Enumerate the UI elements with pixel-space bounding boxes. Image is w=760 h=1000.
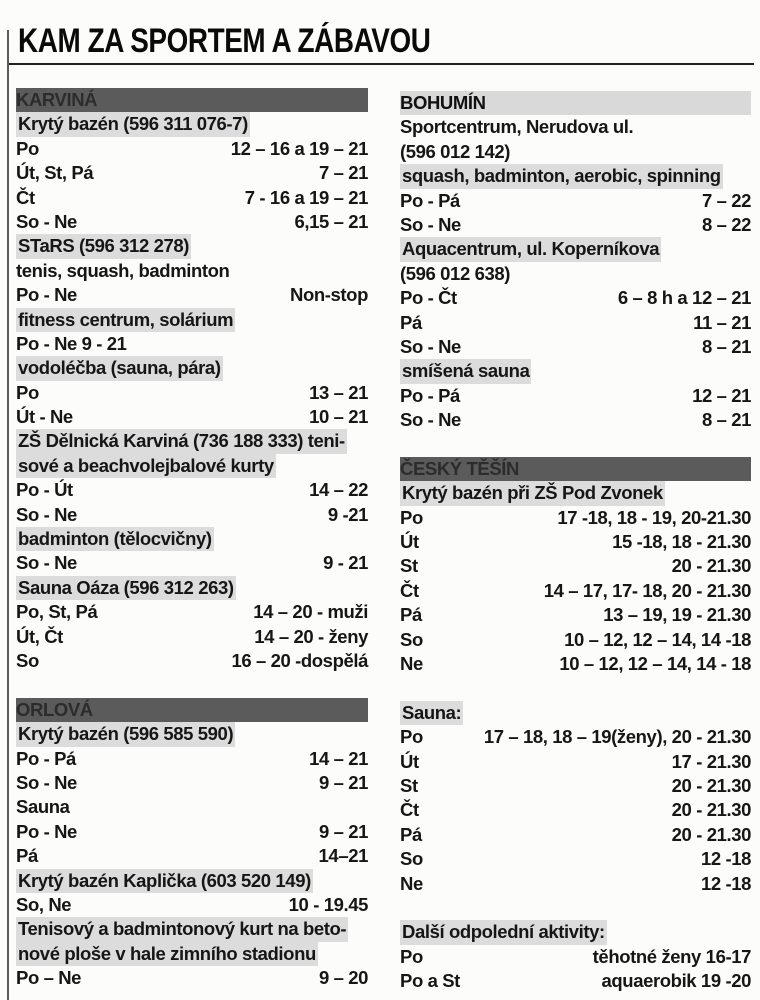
section-gap — [400, 896, 751, 920]
schedule-hours: 13 – 19, 19 - 21.30 — [603, 604, 751, 626]
schedule-day: Ne — [400, 872, 423, 894]
schedule-day: (596 012 142) — [400, 140, 511, 162]
schedule-row — [400, 408, 751, 432]
schedule-hours: 20 - 21.30 — [671, 799, 751, 821]
schedule-day: Po — [400, 506, 423, 528]
schedule-hours: 6,15 – 21 — [294, 210, 368, 232]
venue-heading — [400, 359, 751, 383]
schedule-row — [16, 649, 368, 673]
venue-heading-label: ZŠ Dělnická Karviná (736 188 333) teni- — [16, 429, 347, 453]
schedule-hours: 10 – 21 — [309, 406, 368, 428]
schedule-day: Po — [400, 945, 423, 967]
schedule-row — [400, 262, 751, 286]
schedule-day: Sportcentrum, Nerudova ul. — [400, 116, 634, 138]
schedule-row — [16, 186, 368, 210]
section-header-label: BOHUMÍN — [400, 92, 486, 113]
schedule-row — [16, 381, 368, 405]
section-gap — [400, 676, 751, 700]
schedule-row — [16, 405, 368, 429]
schedule-hours: 20 - 21.30 — [671, 823, 751, 845]
schedule-day: Ne — [400, 652, 423, 674]
venue-heading-label: Sauna Oáza (596 312 263) — [16, 576, 236, 600]
schedule-day: Po — [16, 381, 39, 403]
schedule-day: Út — [400, 531, 419, 553]
right-column — [400, 91, 751, 993]
venue-heading-label: STaRS (596 312 278) — [16, 234, 191, 258]
schedule-day: Po a St — [400, 970, 460, 992]
venue-heading-label: nové ploše v hale zimního stadionu — [16, 942, 318, 966]
schedule-row — [16, 210, 368, 234]
schedule-day: Po - Pá — [16, 747, 76, 769]
venue-heading — [16, 356, 368, 380]
venue-heading-label: Tenisový a badmintonový kurt na beto- — [16, 917, 348, 941]
schedule-row — [16, 551, 368, 575]
schedule-day: Út - Ne — [16, 406, 73, 428]
schedule-hours: 10 – 12, 12 – 14, 14 - 18 — [559, 652, 751, 674]
schedule-day: Čt — [16, 186, 35, 208]
schedule-row — [400, 774, 751, 798]
section-header-label: KARVINÁ — [16, 89, 98, 110]
schedule-hours: 14 – 22 — [309, 479, 368, 501]
schedule-hours: 12 -18 — [700, 872, 751, 894]
schedule-row — [16, 478, 368, 502]
schedule-day: So - Ne — [16, 552, 77, 574]
schedule-row — [400, 335, 751, 359]
schedule-day: Po - Ne — [16, 820, 77, 842]
venue-heading-label: squash, badminton, aerobic, spinning — [400, 164, 723, 188]
schedule-row — [400, 603, 751, 627]
schedule-row — [16, 600, 368, 624]
left-column — [16, 88, 368, 990]
section-header — [400, 91, 751, 115]
schedule-day: tenis, squash, badminton — [16, 259, 230, 281]
venue-heading-label: fitness centrum, solárium — [16, 308, 235, 332]
venue-heading — [400, 164, 751, 188]
schedule-day: (596 012 638) — [400, 262, 511, 284]
schedule-row — [16, 795, 368, 819]
schedule-row — [16, 966, 368, 990]
schedule-day: Čt — [400, 799, 419, 821]
schedule-day: So - Ne — [16, 503, 77, 525]
schedule-day: So - Ne — [400, 213, 461, 235]
page-title: KAM ZA SPORTEM A ZÁBAVOU — [18, 22, 431, 60]
schedule-hours: 7 – 21 — [318, 162, 368, 184]
schedule-row — [400, 286, 751, 310]
schedule-hours: 9 - 21 — [323, 552, 368, 574]
schedule-hours: 11 – 21 — [693, 311, 751, 333]
venue-heading-label: vodoléčba (sauna, pára) — [16, 356, 223, 380]
venue-heading — [16, 112, 368, 136]
schedule-day: So, Ne — [16, 893, 72, 915]
schedule-day: Po - Čt — [400, 287, 457, 309]
schedule-hours: 7 - 16 a 19 – 21 — [244, 186, 368, 208]
schedule-hours: 12 -18 — [700, 848, 751, 870]
venue-heading-label: badminton (tělocvičny) — [16, 527, 214, 551]
schedule-row — [16, 332, 368, 356]
schedule-day: Po — [400, 726, 423, 748]
schedule-day: Po, St, Pá — [16, 601, 98, 623]
venue-heading — [16, 527, 368, 551]
schedule-hours: 8 – 21 — [701, 335, 751, 357]
venue-heading — [16, 234, 368, 258]
venue-heading-label: Krytý bazén (596 311 076-7) — [16, 112, 250, 136]
schedule-row — [16, 259, 368, 283]
schedule-row — [400, 506, 751, 530]
section-header-label: ORLOVÁ — [16, 698, 93, 720]
schedule-row — [16, 625, 368, 649]
schedule-hours: 9 – 21 — [318, 820, 368, 842]
schedule-day: Sauna — [16, 796, 70, 818]
schedule-row — [16, 283, 368, 307]
schedule-row — [16, 844, 368, 868]
schedule-hours: 14 – 20 - muži — [253, 601, 368, 623]
schedule-hours: 15 -18, 18 - 21.30 — [612, 531, 751, 553]
schedule-hours: aquaerobik 19 -20 — [601, 970, 751, 992]
schedule-day: Út — [400, 750, 419, 772]
venue-heading — [16, 869, 368, 893]
schedule-day: So — [400, 628, 423, 650]
schedule-hours: 9 – 21 — [318, 771, 368, 793]
schedule-row — [400, 750, 751, 774]
schedule-hours: 14 – 21 — [309, 747, 368, 769]
venue-heading-label: Krytý bazén (596 585 590) — [16, 722, 235, 746]
schedule-hours: Non-stop — [290, 284, 368, 306]
venue-heading-label: Krytý bazén při ZŠ Pod Zvonek — [400, 481, 665, 505]
schedule-row — [16, 137, 368, 161]
schedule-hours: 13 – 21 — [309, 381, 368, 403]
schedule-row — [400, 945, 751, 969]
schedule-day: Pá — [16, 845, 38, 867]
schedule-row — [16, 771, 368, 795]
schedule-row — [400, 140, 751, 164]
schedule-row — [400, 652, 751, 676]
venue-heading-label: Krytý bazén Kaplička (603 520 149) — [16, 869, 313, 893]
schedule-day: Po - Ne 9 - 21 — [16, 332, 127, 354]
schedule-day: Po — [16, 137, 39, 159]
venue-heading — [400, 237, 751, 261]
schedule-row — [400, 725, 751, 749]
schedule-day: Pá — [400, 311, 422, 333]
title-rule — [8, 63, 754, 65]
schedule-day: Út, St, Pá — [16, 162, 94, 184]
page-edge — [7, 30, 9, 1000]
schedule-day: St — [400, 774, 418, 796]
schedule-hours: 8 – 22 — [701, 213, 751, 235]
venue-heading — [16, 576, 368, 600]
schedule-hours: 17 -18, 18 - 19, 20-21.30 — [557, 506, 751, 528]
venue-heading — [400, 920, 751, 944]
schedule-hours: těhotné ženy 16-17 — [592, 945, 751, 967]
schedule-hours: 16 – 20 -dospělá — [231, 649, 368, 671]
schedule-row — [400, 213, 751, 237]
section-header-label: ČESKÝ TĚŠÍN — [400, 457, 519, 479]
schedule-day: St — [400, 555, 418, 577]
venue-heading — [400, 701, 751, 725]
schedule-hours: 8 – 21 — [701, 409, 751, 431]
schedule-row — [400, 579, 751, 603]
schedule-hours: 20 - 21.30 — [671, 774, 751, 796]
schedule-day: So - Ne — [16, 771, 77, 793]
schedule-day: Po - Pá — [400, 189, 460, 211]
schedule-day: Pá — [400, 604, 422, 626]
schedule-row — [16, 503, 368, 527]
venue-heading — [16, 454, 368, 478]
schedule-hours: 12 – 21 — [692, 384, 751, 406]
schedule-row — [400, 384, 751, 408]
schedule-row — [16, 820, 368, 844]
schedule-hours: 10 – 12, 12 – 14, 14 -18 — [564, 628, 751, 650]
schedule-hours: 6 – 8 h a 12 – 21 — [617, 287, 751, 309]
schedule-day: Po - Pá — [400, 384, 460, 406]
venue-heading — [16, 722, 368, 746]
schedule-row — [400, 311, 751, 335]
schedule-hours: 10 - 19.45 — [288, 893, 368, 915]
schedule-row — [400, 969, 751, 993]
section-gap — [400, 432, 751, 456]
schedule-row — [400, 872, 751, 896]
schedule-hours: 14 – 17, 17- 18, 20 - 21.30 — [543, 579, 751, 601]
venue-heading-label: Sauna: — [400, 701, 463, 725]
schedule-hours: 9 -21 — [327, 503, 368, 525]
schedule-hours: 9 – 20 — [318, 967, 368, 989]
schedule-hours: 14 – 20 - ženy — [254, 625, 368, 647]
schedule-row — [400, 798, 751, 822]
schedule-row — [400, 115, 751, 139]
schedule-hours: 17 – 18, 18 – 19(ženy), 20 - 21.30 — [483, 726, 751, 748]
schedule-row — [400, 554, 751, 578]
venue-heading-label: Aquacentrum, ul. Koperníkova — [400, 237, 661, 261]
schedule-day: Út, Čt — [16, 625, 63, 647]
schedule-day: Po - Ne — [16, 284, 77, 306]
venue-heading — [16, 308, 368, 332]
schedule-day: So — [16, 649, 39, 671]
section-header — [400, 457, 751, 481]
schedule-row — [400, 823, 751, 847]
schedule-row — [16, 893, 368, 917]
venue-heading — [16, 917, 368, 941]
schedule-day: Čt — [400, 579, 419, 601]
section-header — [16, 88, 368, 112]
schedule-hours: 14–21 — [318, 845, 368, 867]
schedule-day: So - Ne — [400, 409, 461, 431]
venue-heading — [16, 942, 368, 966]
schedule-day: So - Ne — [16, 210, 77, 232]
venue-heading-label: sové a beachvolejbalové kurty — [16, 454, 276, 478]
schedule-day: Po – Ne — [16, 967, 82, 989]
schedule-hours: 12 – 16 a 19 – 21 — [230, 137, 368, 159]
schedule-row — [16, 161, 368, 185]
schedule-day: So — [400, 848, 423, 870]
schedule-row — [400, 530, 751, 554]
venue-heading — [16, 429, 368, 453]
schedule-hours: 17 - 21.30 — [671, 750, 751, 772]
schedule-day: Pá — [400, 823, 422, 845]
schedule-row — [16, 747, 368, 771]
schedule-row — [400, 628, 751, 652]
schedule-day: So - Ne — [400, 335, 461, 357]
schedule-hours: 20 - 21.30 — [671, 555, 751, 577]
section-gap — [16, 673, 368, 697]
venue-heading-label: Další odpolední aktivity: — [400, 920, 607, 944]
venue-heading — [400, 481, 751, 505]
venue-heading-label: smíšená sauna — [400, 359, 531, 383]
schedule-hours: 7 – 22 — [701, 189, 751, 211]
schedule-day: Po - Út — [16, 479, 73, 501]
schedule-row — [400, 189, 751, 213]
section-header — [16, 698, 368, 722]
schedule-row — [400, 847, 751, 871]
